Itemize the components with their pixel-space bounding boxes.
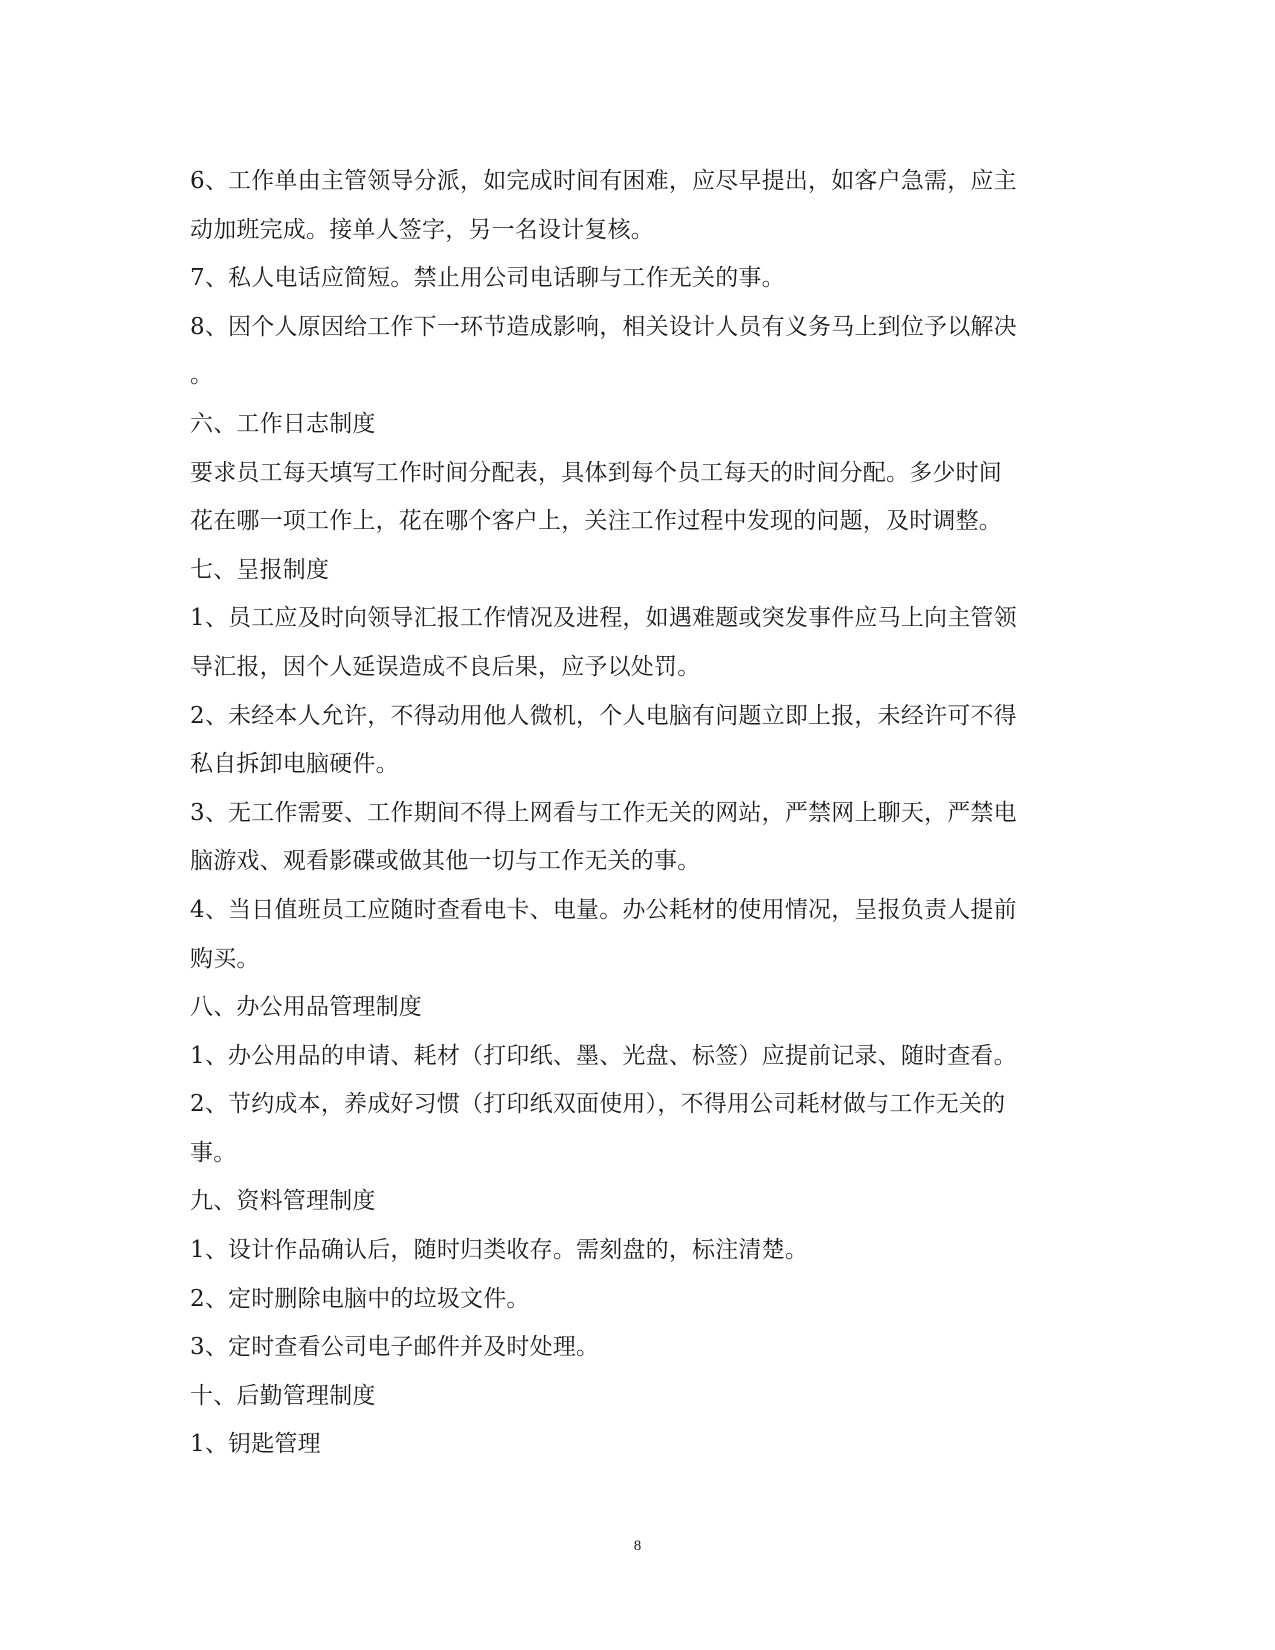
- text-line: 2、节约成本，养成好习惯（打印纸双面使用），不得用公司耗材做与工作无关的: [190, 1091, 1006, 1118]
- text-line: 2、未经本人允许，不得动用他人微机，个人电脑有问题立即上报，未经许可不得: [190, 702, 1017, 729]
- section-heading: 九、资料管理制度: [190, 1188, 376, 1215]
- text-line: 事。: [190, 1139, 237, 1166]
- text-line: 1、设计作品确认后，随时归类收存。需刻盘的，标注清楚。: [190, 1237, 809, 1264]
- section-heading: 七、呈报制度: [190, 556, 330, 583]
- section-heading: 六、工作日志制度: [190, 410, 376, 437]
- text-line: 8、因个人原因给工作下一环节造成影响，相关设计人员有义务马上到位予以解决: [190, 313, 1017, 340]
- text-line: 购买。: [190, 945, 260, 972]
- text-line: 脑游戏、观看影碟或做其他一切与工作无关的事。: [190, 848, 701, 875]
- text-line: 导汇报，因个人延误造成不良后果，应予以处罚。: [190, 653, 701, 680]
- text-line: 要求员工每天填写工作时间分配表，具体到每个员工每天的时间分配。多少时间: [190, 459, 1002, 486]
- text-line: 3、无工作需要、工作期间不得上网看与工作无关的网站，严禁网上聊天，严禁电: [190, 799, 1017, 826]
- text-line: 1、办公用品的申请、耗材（打印纸、墨、光盘、标签）应提前记录、随时查看。: [190, 1042, 1017, 1069]
- text-line: 7、私人电话应简短。禁止用公司电话聊与工作无关的事。: [190, 265, 785, 292]
- section-heading: 八、办公用品管理制度: [190, 994, 422, 1021]
- text-line: 2、定时删除电脑中的垃圾文件。: [190, 1285, 530, 1312]
- text-line: 6、工作单由主管领导分派，如完成时间有困难，应尽早提出，如客户急需，应主: [190, 168, 1017, 194]
- text-line: 私自拆卸电脑硬件。: [190, 751, 399, 778]
- text-line: 。: [190, 362, 214, 389]
- text-line: 1、员工应及时向领导汇报工作情况及进程，如遇难题或突发事件应马上向主管领: [190, 605, 1017, 632]
- text-line: 花在哪一项工作上，花在哪个客户上，关注工作过程中发现的问题，及时调整。: [190, 508, 1002, 535]
- page-number: 8: [633, 1538, 642, 1554]
- text-line: 4、当日值班员工应随时查看电卡、电量。办公耗材的使用情况，呈报负责人提前: [190, 896, 1017, 923]
- section-heading: 十、后勤管理制度: [190, 1382, 376, 1409]
- document-body: [190, 157, 1080, 1469]
- text-line: 3、定时查看公司电子邮件并及时处理。: [190, 1334, 600, 1361]
- text-line: 动加班完成。接单人签字，另一名设计复核。: [190, 216, 654, 243]
- text-line: 1、钥匙管理: [190, 1431, 321, 1458]
